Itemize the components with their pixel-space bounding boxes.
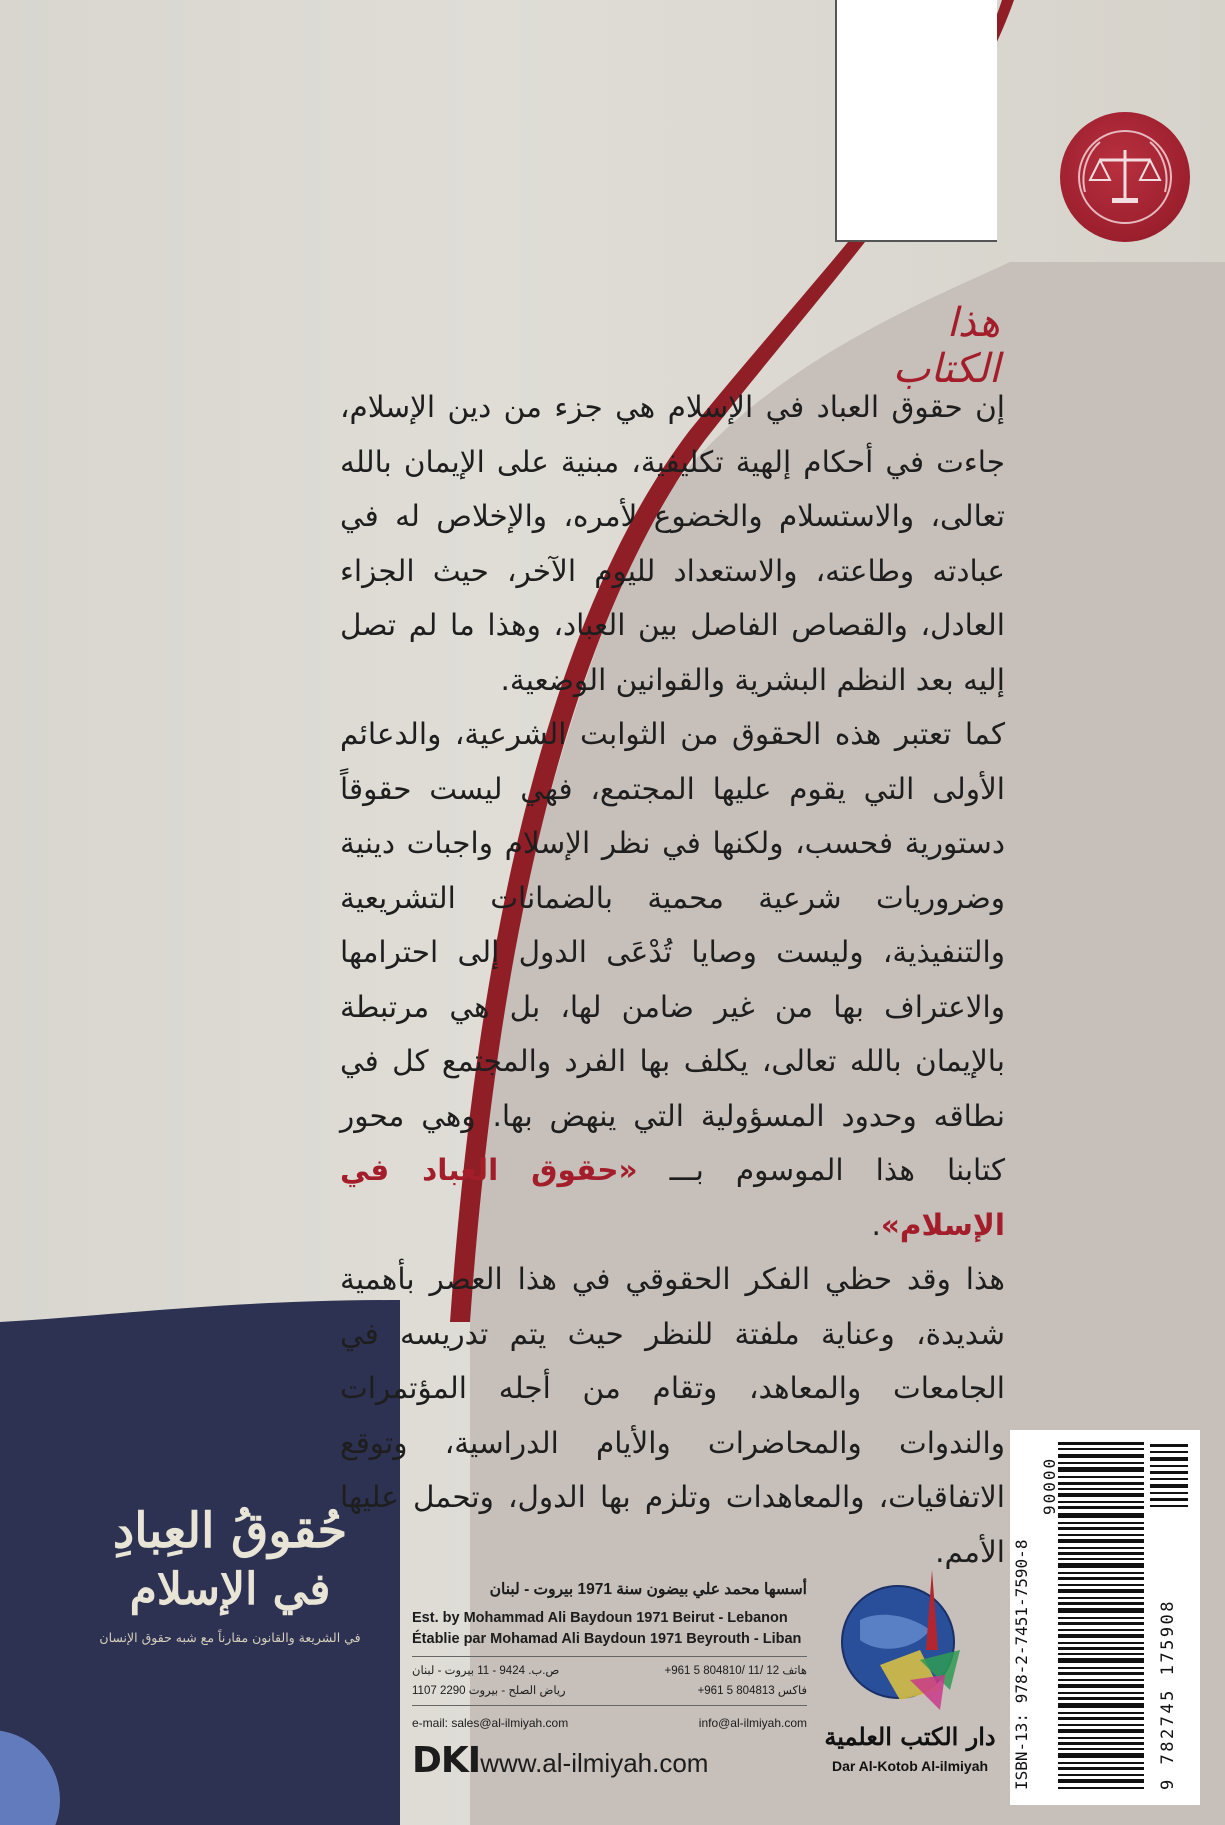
scales-of-justice-icon (1060, 112, 1190, 242)
paragraph-2-end: . (871, 1207, 881, 1242)
founded-ar: أسسها محمد علي بيضون سنة 1971 بيروت - لبنان (489, 1581, 807, 1598)
est-fr: Établie par Mohamad Ali Baydoun 1971 Beyrouth - Liban (412, 1631, 802, 1647)
barcode-digits: 9 782745 175908 (1158, 1598, 1178, 1790)
paragraph-2-text: كما تعتبر هذه الحقوق من الثوابت الشرعية، والدعائم الأولى التي يقوم عليها المجتمع، فهي ليست حقوقاً دستورية فحسب، ولكنها في نظر الإسلام واجبات دينية وضروريات شرعية محمية بالضمانات التشريعية والتنفيذية، وليست وصايا تُدْعَى الدول إلى احترامها والاعتراف بها من غير ضامن لها، بل هي مرتبطة بالإيمان بالله تعالى، يكلف بها الفرد والمجتمع كل في نطاقه وحدود المسؤولية التي ينهض بها. وهي محور كتابنا هذا الموسوم بـــ (340, 717, 1005, 1187)
website (412, 1740, 708, 1781)
publisher-logo (820, 1560, 1000, 1810)
mini-title-line1: حُقوقُ العِبادِ (112, 1503, 348, 1559)
phone: هاتف 12 /11 /804810 5 961+ (664, 1665, 807, 1677)
mini-title-subtitle: في الشريعة والقانون مقارناً مع شبه حقوق الإنسان (99, 1630, 361, 1645)
isbn-label: ISBN-13: 978-2-7451-7590-8 (1012, 1539, 1031, 1790)
email-info: info@al-ilmiyah.com (698, 1716, 807, 1730)
section-title: هذا الكتاب (892, 300, 1000, 392)
book-title-highlight: «حقوق العباد في الإسلام» (340, 1153, 1005, 1242)
publisher-name-ar: دار الكتب العلمية (824, 1722, 996, 1751)
mini-title-line2: في الإسلام (129, 1564, 331, 1615)
paragraph-2 (340, 707, 1005, 1252)
publisher-info (412, 1580, 807, 1795)
paragraph-3: هذا وقد حظي الفكر الحقوقي في هذا العصر بأهمية شديدة، وعناية ملفتة للنظر حيث يتم تدريسه في الجامعات والمعاهد، وتقام من أجله المؤتمرات والندوات والمحاضرات والأيام الدراسية، وتوقع الاتفاقيات، والمعاهدات وتلزم بها الدول، وتحمل عليها الأمم. (340, 1262, 1005, 1569)
corner-white-box (835, 0, 997, 242)
fax: فاكس 804813 5 961+ (697, 1685, 807, 1697)
riad: رياض الصلح - بيروت 2290 1107 (412, 1685, 566, 1697)
globe-icon (820, 1560, 1000, 1720)
pobox: ص.ب. 9424 - 11 بيروت - لبنان (412, 1665, 560, 1677)
barcode-addon: 90000 (1040, 1456, 1059, 1515)
divider (412, 1656, 807, 1657)
est-en: Est. by Mohammad Ali Baydoun 1971 Beirut - Lebanon (412, 1610, 788, 1626)
website-url: www.al-ilmiyah.com (480, 1748, 709, 1778)
panel-cap (1008, 262, 1225, 270)
dki-logo: DKI (412, 1740, 481, 1781)
description-text (340, 380, 1005, 1569)
paragraph-1: إن حقوق العباد في الإسلام هي جزء من دين الإسلام، جاءت في أحكام إلهية تكليفية، مبنية على الإيمان بالله تعالى، والاستسلام والخضوع لأمره، والإخلاص له في عبادته وطاعته، والاستعداد لليوم الآخر، حيث الجزاء العادل، والقصاص الفاصل بين العباد، وهذا ما لم تصل إليه بعد النظم البشرية والقوانين الوضعية. (340, 390, 1005, 697)
mini-cover-title (60, 1500, 400, 1648)
email-sales: e-mail: sales@al-ilmiyah.com (412, 1716, 569, 1730)
publisher-name-en: Dar Al-Kotob Al-ilmiyah (831, 1758, 989, 1774)
divider (412, 1705, 807, 1706)
